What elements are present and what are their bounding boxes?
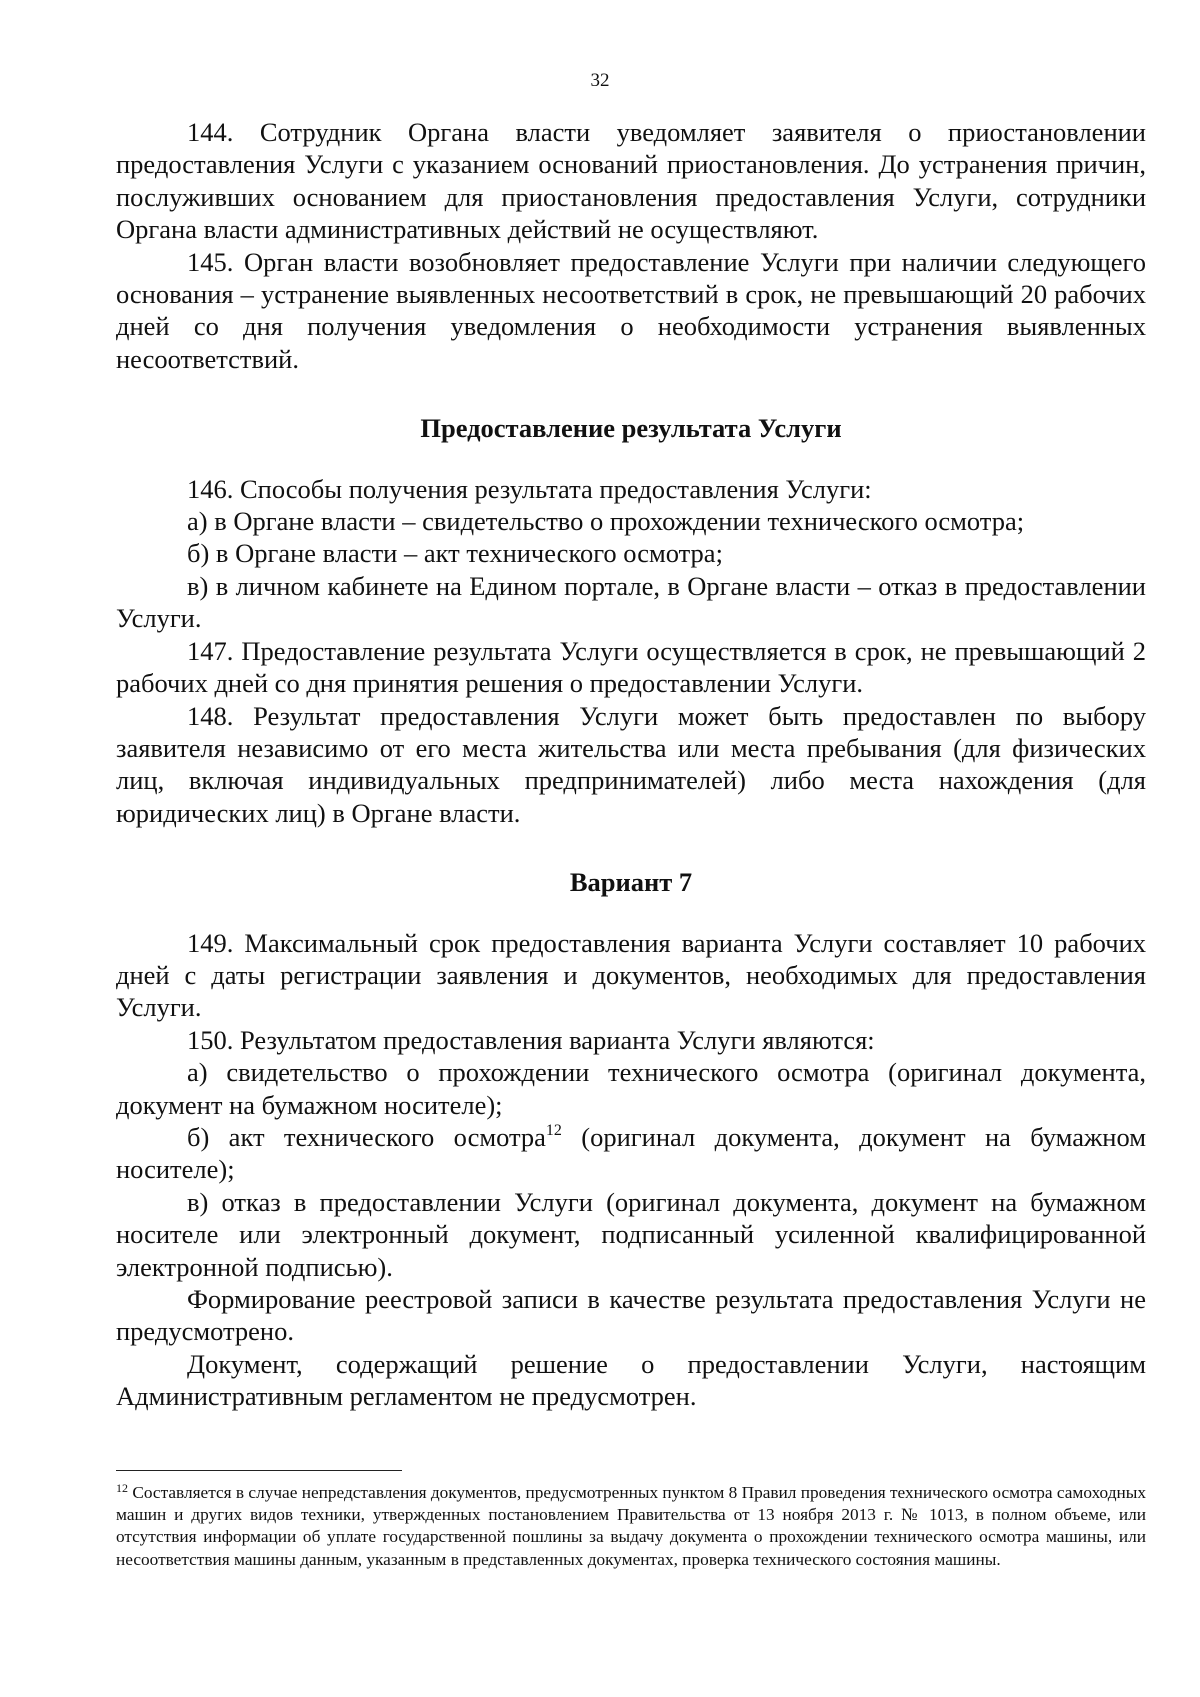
- paragraph-150-c: в) отказ в предоставлении Услуги (оригинал документа, документ на бумажном носителе или электронный документ, подписанный усиленной квалифицированной электронной подписью).: [116, 1186, 1146, 1282]
- paragraph-document: Документ, содержащий решение о предоставлении Услуги, настоящим Административным регламентом не предусмотрен.: [116, 1348, 1146, 1412]
- paragraph-registry: Формирование реестровой записи в качестве результата предоставления Услуги не предусмотрено.: [116, 1284, 1146, 1347]
- section-heading-result: Предоставление результата Услуги: [420, 413, 842, 444]
- paragraph-150-b-text: б) акт технического осмотра: [187, 1121, 546, 1152]
- section-heading-variant: Вариант 7: [569, 867, 693, 898]
- document-body: [116, 116, 1146, 1413]
- page-number: 32: [590, 70, 610, 91]
- paragraph-146-c: в) в личном кабинете на Едином портале, в Органе власти – отказ в предоставлении Услуги.: [116, 570, 1146, 634]
- footnote: [116, 1482, 1146, 1571]
- footnote-reference[interactable]: 12: [545, 1121, 562, 1139]
- paragraph-150-b-text-rest: (оригинал документа, документ на бумажном носителе);: [116, 1121, 1146, 1185]
- paragraph-148: 148. Результат предоставления Услуги может быть предоставлен по выбору заявителя независимо от его места жительства или места пребывания (для физических лиц, включая индивидуальных предпринимателей) либо места нахождения (для юридических лиц) в Органе власти.: [116, 700, 1146, 828]
- paragraph-150-a: а) свидетельство о прохождении технического осмотра (оригинал документа, документ на бумажном носителе);: [116, 1057, 1146, 1120]
- paragraph-146: 146. Способы получения результата предоставления Услуги:: [187, 473, 872, 504]
- footnote-separator: [116, 1470, 402, 1471]
- paragraph-146-a: а) в Органе власти – свидетельство о прохождении технического осмотра;: [187, 506, 1025, 537]
- paragraph-150-b: [116, 1121, 1146, 1186]
- paragraph-150: 150. Результатом предоставления варианта Услуги являются:: [187, 1024, 875, 1055]
- paragraph-147: 147. Предоставление результата Услуги осуществляется в срок, не превышающий 2 рабочих дней со дня принятия решения о предоставлении Услуги.: [116, 635, 1146, 699]
- paragraph-146-b: б) в Органе власти – акт технического осмотра;: [187, 538, 723, 569]
- paragraph-149: 149. Максимальный срок предоставления варианта Услуги составляет 10 рабочих дней с даты регистрации заявления и документов, необходимых для предоставления Услуги.: [116, 927, 1146, 1023]
- paragraph-144: 144. Сотрудник Органа власти уведомляет заявителя о приостановлении предоставления Услуги с указанием оснований приостановления. До устранения причин, послуживших основанием для приостановления предоставления Услуги, сотрудники Органа власти административных действий не осуществляют.: [116, 117, 1146, 245]
- footnote-text: Составляется в случае непредставления документов, предусмотренных пунктом 8 Правил проведения технического осмотра самоходных машин и других видов техники, утвержденных постановлением Правительства от 13 ноября 2013 г. № 1013, в полном объеме, или отсутствия информации об уплате государственной пошлины за выдачу документа о прохождении технического осмотра машины, или несоответствия машины данным, указанным в представленных документах, проверка технического состояния машины.: [116, 1483, 1146, 1569]
- footnote-marker: 12: [116, 1481, 128, 1495]
- paragraph-145: 145. Орган власти возобновляет предоставление Услуги при наличии следующего основания – устранение выявленных несоответствий в срок, не превышающий 20 рабочих дней со дня получения уведомления о необходимости устранения выявленных несоответствий.: [116, 246, 1146, 374]
